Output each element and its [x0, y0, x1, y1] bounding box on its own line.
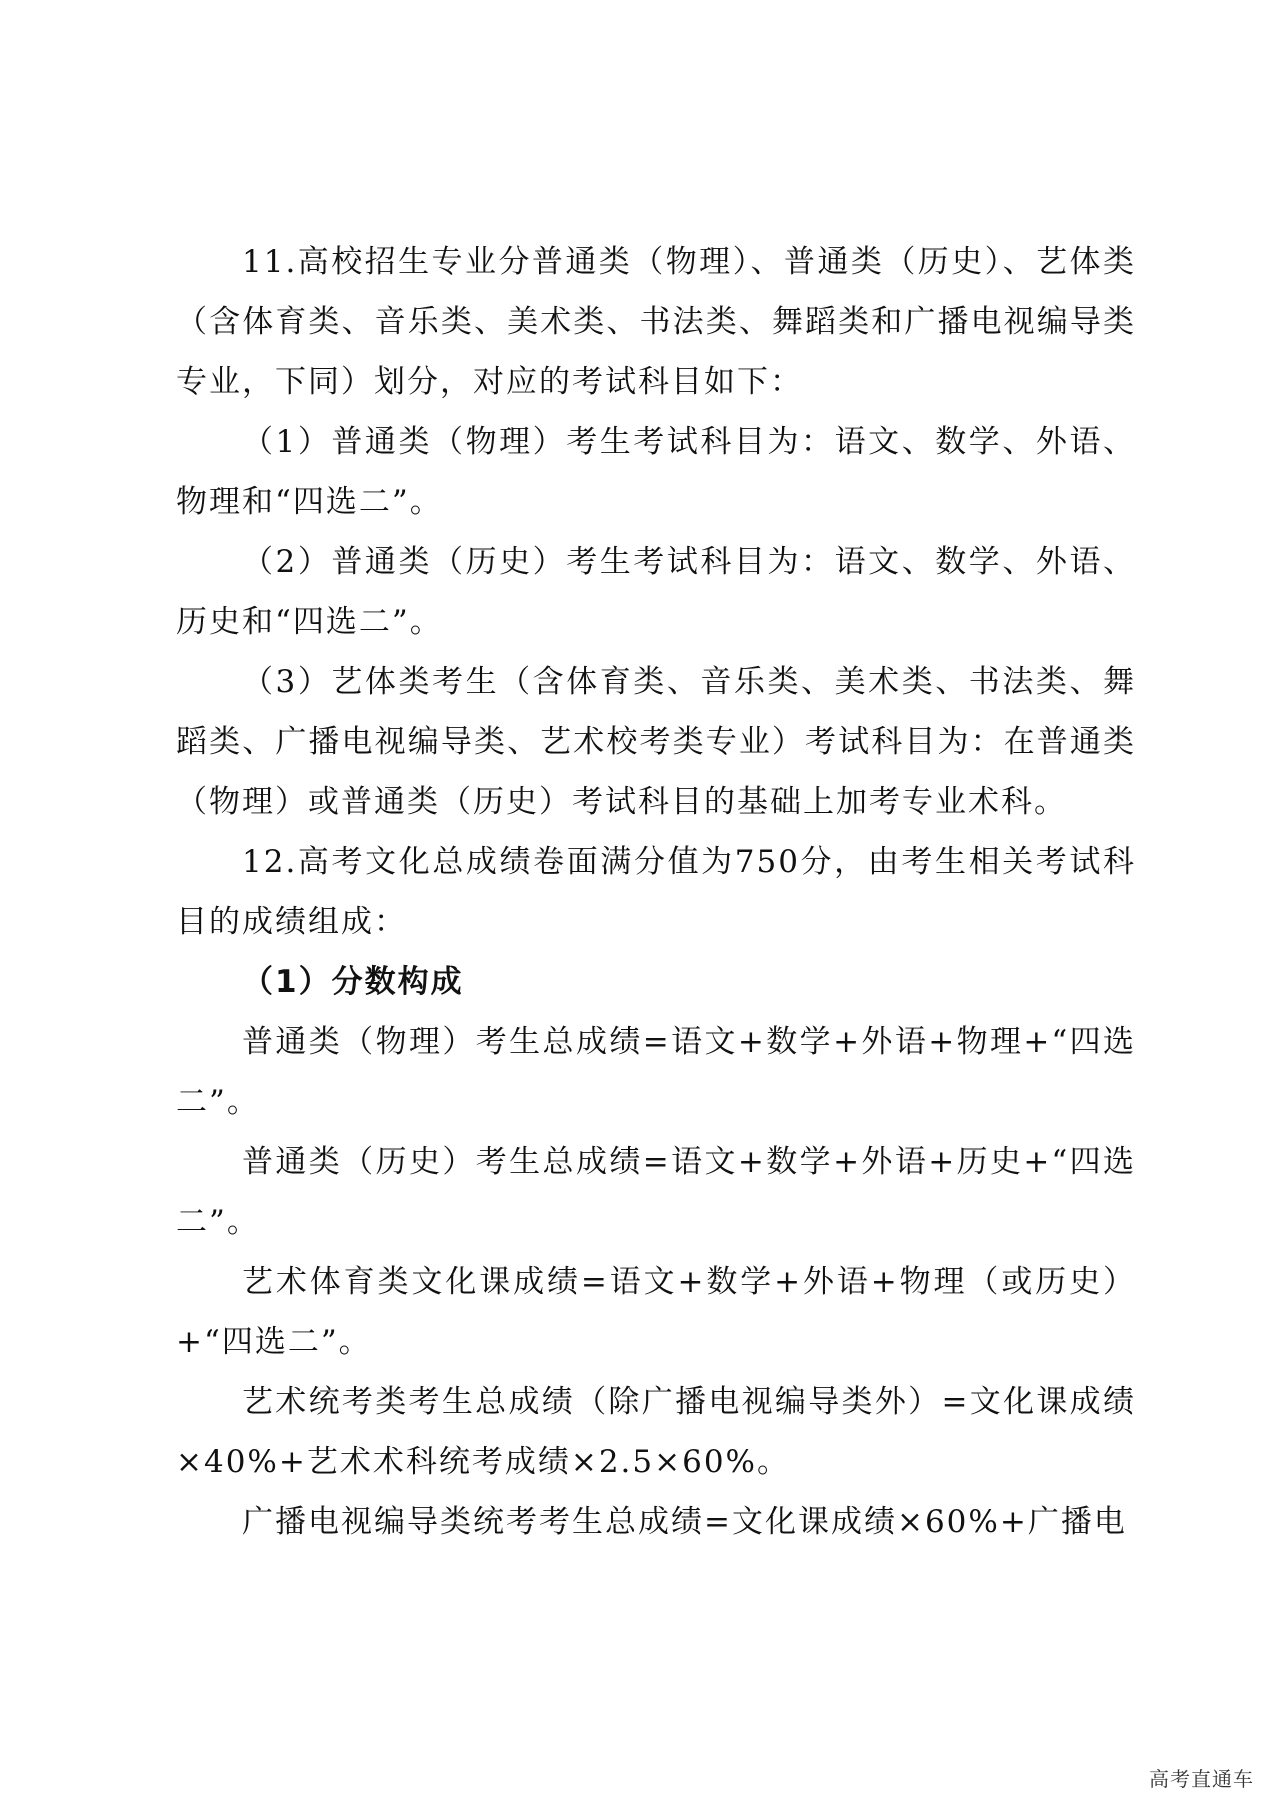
- formula-art-sports-culture: 艺术体育类文化课成绩=语文+数学+外语+物理（或历史）+“四选二”。: [176, 1264, 1136, 1360]
- paragraph-item-11-2: （2）普通类（历史）考生考试科目为：语文、数学、外语、历史和“四选二”。: [176, 544, 1136, 640]
- section-heading-score-composition: （1）分数构成: [242, 964, 464, 1000]
- paragraph-item-12: 12.高考文化总成绩卷面满分值为750分，由考生相关考试科目的成绩组成：: [176, 844, 1136, 940]
- paragraph-item-11-1: （1）普通类（物理）考生考试科目为：语文、数学、外语、物理和“四选二”。: [176, 424, 1136, 520]
- formula-art-unified-total: 艺术统考类考生总成绩（除广播电视编导类外）=文化课成绩×40%+艺术术科统考成绩×2.5×60%。: [176, 1384, 1136, 1480]
- document-body: [176, 232, 1136, 1552]
- formula-physics-total: 普通类（物理）考生总成绩=语文+数学+外语+物理+“四选二”。: [176, 1024, 1137, 1120]
- formula-broadcast-total: 广播电视编导类统考考生总成绩=文化课成绩×60%+广播电: [242, 1504, 1127, 1540]
- watermark-text: 高考直通车: [1149, 1767, 1254, 1791]
- paragraph-item-11-3: （3）艺体类考生（含体育类、音乐类、美术类、书法类、舞蹈类、广播电视编导类、艺术校考类专业）考试科目为：在普通类（物理）或普通类（历史）考试科目的基础上加考专业术科。: [176, 664, 1136, 820]
- formula-history-total: 普通类（历史）考生总成绩=语文+数学+外语+历史+“四选二”。: [176, 1144, 1137, 1240]
- paragraph-item-11: 11.高校招生专业分普通类（物理）、普通类（历史）、艺体类（含体育类、音乐类、美术类、书法类、舞蹈类和广播电视编导类专业，下同）划分，对应的考试科目如下：: [176, 244, 1136, 400]
